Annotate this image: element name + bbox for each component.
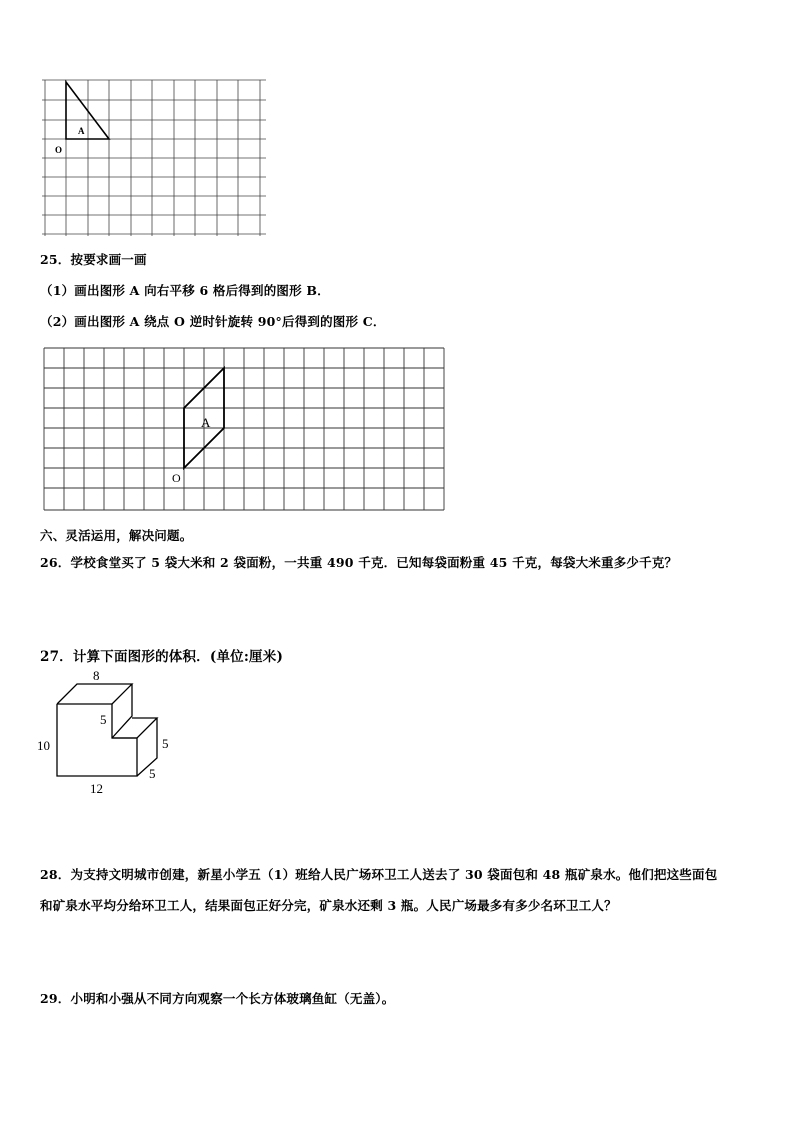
dim-depth-5: 5 — [149, 766, 156, 781]
q28-line2: 和矿泉水平均分给环卫工人，结果面包正好分完，矿泉水还剩 3 瓶。人民广场最多有多少名环卫工人？ — [40, 898, 617, 913]
shape-a-label: A — [78, 126, 85, 136]
dim-left-10: 10 — [37, 738, 50, 753]
dim-bottom-12: 12 — [90, 781, 103, 796]
q25-part2: （2）画出图形 A 绕点 O 逆时针旋转 90°后得到的图形 C． — [40, 314, 386, 329]
q25-title: 25．按要求画一画 — [40, 252, 147, 267]
grid-figure-1 — [38, 76, 270, 242]
grid-figure-2 — [40, 344, 450, 516]
origin-o-label: O — [55, 145, 63, 155]
q27-title: 27．计算下面图形的体积．(单位:厘米) — [40, 649, 284, 665]
triangle-shape-a — [66, 82, 109, 139]
q25-part1: （1）画出图形 A 向右平移 6 格后得到的图形 B． — [40, 283, 330, 298]
section-6-heading: 六、灵活运用，解决问题。 — [40, 528, 193, 543]
origin-o-label-2: O — [172, 471, 181, 485]
q28-line1: 28．为支持文明城市创建，新星小学五（1）班给人民广场环卫工人送去了 30 袋面包和 48 瓶矿泉水。他们把这些面包 — [40, 867, 718, 882]
dim-right-5: 5 — [162, 736, 169, 751]
q29-text: 29．小明和小强从不同方向观察一个长方体玻璃鱼缸（无盖）。 — [40, 991, 395, 1006]
3d-shape-figure — [32, 666, 182, 796]
dim-step-5: 5 — [100, 712, 107, 727]
q26-text: 26．学校食堂买了 5 袋大米和 2 袋面粉，一共重 490 千克．已知每袋面粉重 45 千克，每袋大米重多少千克？ — [40, 555, 678, 570]
shape-a-label-2: A — [201, 415, 211, 430]
dim-top-8: 8 — [93, 668, 100, 683]
